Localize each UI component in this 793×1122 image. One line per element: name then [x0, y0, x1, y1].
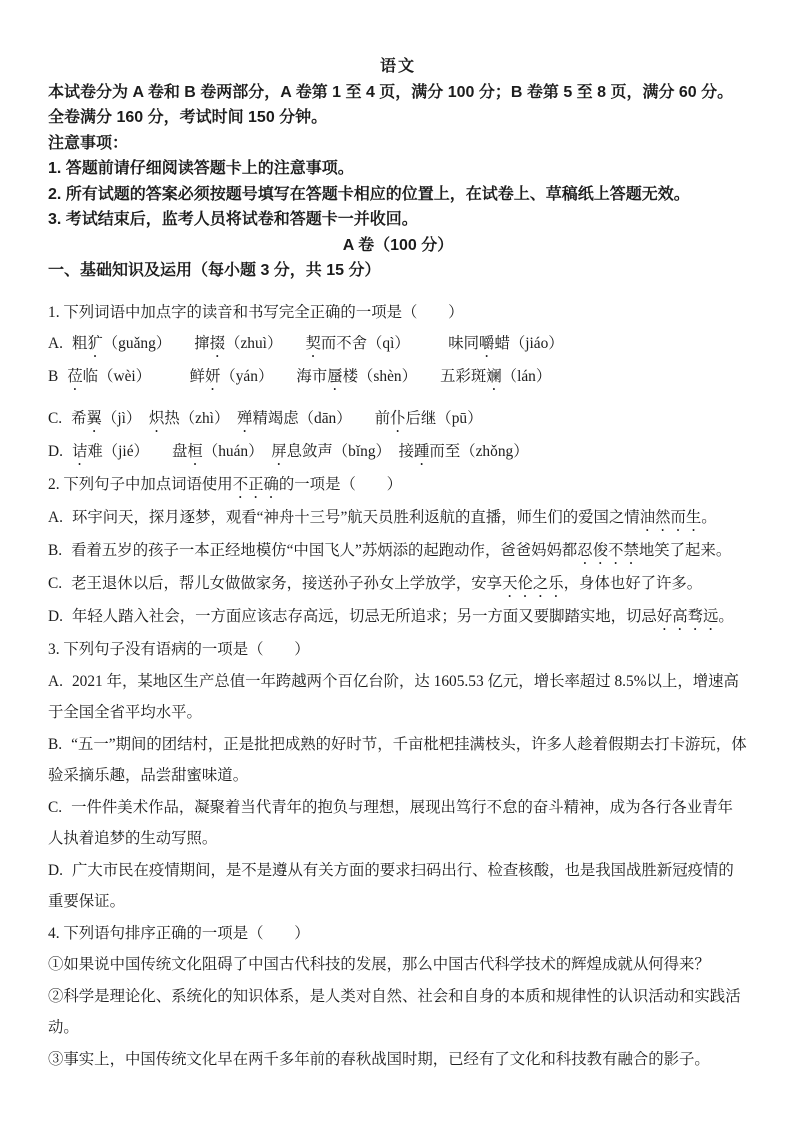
section-one-heading: 一、基础知识及运用（每小题 3 分，共 15 分） [48, 262, 381, 279]
page-title: 语文 [379, 58, 416, 75]
exam-intro-line-1: 本试卷分为 A 卷和 B 卷两部分，A 卷第 1 至 4 页，满分 100 分；B 卷第 5 至 8 页，满分 60 分。 [48, 83, 734, 101]
question-1-stem: 1. 下列词语中加点字的读音和书写完全正确的一项是（ ） [48, 303, 464, 321]
question-3-option-d [48, 855, 748, 918]
question-2-stem: 2. 下列句子中加点词语使用不正确的一项是（ ） [48, 476, 403, 493]
section-a-heading: A 卷（100 分） [342, 236, 454, 254]
option-label: A. [48, 335, 63, 352]
option-text: 一件件美术作品，凝聚着当代青年的抱负与理想，展现出笃行不怠的奋斗精神，成为各行各业青年人执着追梦的生动写照。 [48, 798, 733, 847]
question-4-stem: 4. 下列语句排序正确的一项是（ ） [48, 924, 310, 942]
option-text: 老王退休以后，帮儿女做做家务，接送孙子孙女上学放学，安享天伦之乐，身体也好了许多。 [71, 575, 703, 592]
option-text: 环宇问天，探月逐梦，观看“神舟十三号”航天员胜利返航的直播，师生们的爱国之情油然而生。 [71, 509, 717, 526]
question-1-option-d [48, 436, 748, 469]
option-label: C. [48, 798, 63, 816]
option-text: 莅临（wèi） 鲜妍（yán） 海市蜃楼（shèn） 五彩斑斓（lán） [67, 368, 552, 385]
option-text: 年轻人踏入社会，一方面应该志存高远，切忌无所追求；另一方面又要脚踏实地，切忌好高骛远。 [71, 608, 734, 625]
option-label: B. [48, 542, 63, 559]
question-4-sentence-3: ③事实上，中国传统文化早在两千多年前的春秋战国时期，已经有了文化和科技教有融合的影子。 [48, 1050, 710, 1068]
option-label: C. [48, 575, 63, 592]
option-text: 看着五岁的孩子一本正经地模仿“中国飞人”苏炳添的起跑动作，爸爸妈妈都忍俊不禁地笑了起来。 [71, 542, 732, 559]
question-3-option-b [48, 729, 748, 792]
option-text: 广大市民在疫情期间，是不是遵从有关方面的要求扫码出行、检查核酸，也是我国战胜新冠疫情的重要保证。 [48, 861, 734, 910]
notice-title: 注意事项： [48, 134, 129, 152]
question-2-option-b [48, 535, 748, 568]
paper-header [48, 54, 748, 284]
question-4-sentence-2: ②科学是理论化、系统化的知识体系，是人类对自然、社会和自身的本质和规律性的认识活动和实践活动。 [48, 987, 741, 1036]
question-2-option-d [48, 601, 748, 634]
notice-item-1: 1. 答题前请仔细阅读答题卡上的注意事项。 [48, 160, 354, 177]
option-text: 希翼（jì） 炽热（zhì） 殚精竭虑（dān） 前仆后继（pū） [71, 410, 483, 427]
exam-intro-line-2: 全卷满分 160 分，考试时间 150 分钟。 [48, 109, 328, 126]
option-label: D. [48, 608, 63, 625]
option-label: A. [48, 672, 63, 690]
option-label: B. [48, 735, 63, 753]
question-area [48, 297, 748, 1076]
option-label: D. [48, 443, 63, 460]
option-label: B [48, 368, 59, 385]
question-3-stem: 3. 下列句子没有语病的一项是（ ） [48, 641, 310, 658]
question-1-option-c [48, 403, 748, 436]
question-2-option-c [48, 568, 748, 601]
option-text: 诘难（jié） 盘桓（huán） 屏息敛声（bǐng） 接踵而至（zhǒng） [71, 443, 529, 460]
option-text: “五一”期间的团结村，正是批把成熟的好时节，千亩枇杷挂满枝头，许多人趁着假期去打卡游玩，体验采摘乐趣，品尝甜蜜味道。 [48, 735, 747, 784]
option-label: C. [48, 410, 63, 427]
notice-item-3: 3. 考试结束后，监考人员将试卷和答题卡一并收回。 [48, 211, 418, 228]
option-label: D. [48, 861, 63, 879]
notice-item-2: 2. 所有试题的答案必须按题号填写在答题卡相应的位置上，在试卷上、草稿纸上答题无效。 [48, 185, 690, 203]
option-text: 粗犷（guǎng） 撺掇（zhuì） 契而不舍（qì） 味同嚼蜡（jiáo） [71, 335, 564, 352]
question-3-option-a [48, 666, 748, 729]
question-1-option-a [48, 328, 748, 361]
question-1-option-b [48, 361, 748, 394]
option-text: 2021 年，某地区生产总值一年跨越两个百亿台阶，达 1605.53 亿元，增长率超过 8.5%以上，增速高于全国全省平均水平。 [48, 672, 739, 721]
question-2-option-a [48, 502, 748, 535]
question-3-option-c [48, 792, 748, 855]
option-label: A. [48, 509, 63, 526]
question-4-sentence-1: ①如果说中国传统文化阻碍了中国古代科技的发展，那么中国古代科学技术的辉煌成就从何得来？ [48, 956, 710, 973]
